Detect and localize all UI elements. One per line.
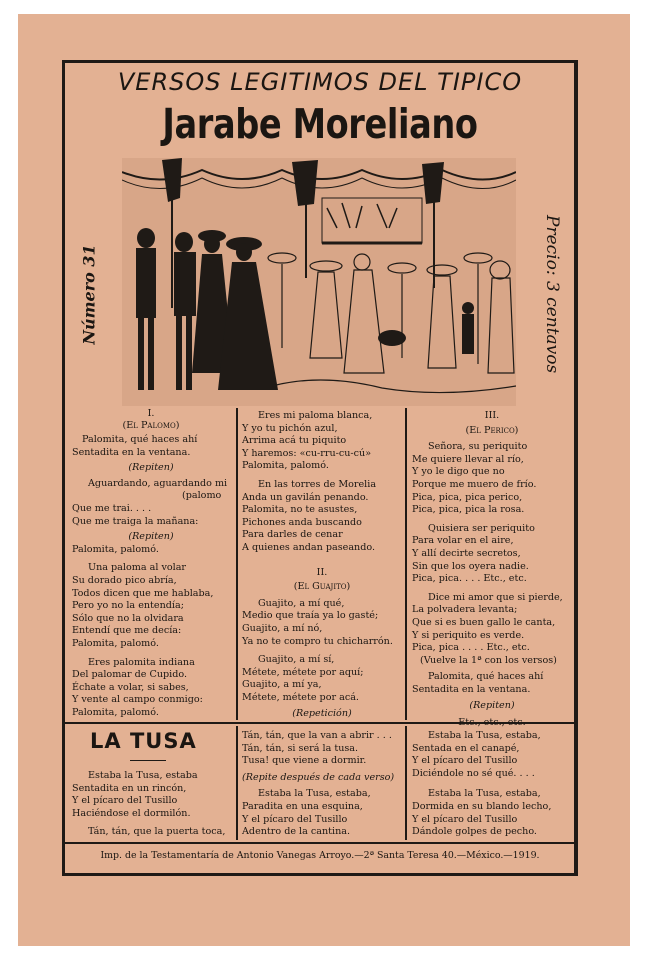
tusa-column-3: Estaba la Tusa, estaba, Sentada en el canapé, Y el pícaro del Tusillo Diciéndole no sé qué. . . . Estaba la Tusa, estaba, Dormida en su blando lecho, Y el pícaro del Tusillo Dándole golpes de pecho.	[412, 730, 552, 838]
column-divider	[236, 408, 238, 720]
verse-column-1: I. (El Palomo) Palomita, qué haces ahí Sentadita en la ventana. (Repiten) Aguardando, aguardando mi (palomo Que me trai. . . . Que me traiga la mañana: (Repiten) Palomita, palomó. Una paloma al volar Su dorado pico abría, Todos dicen que me hablaba, Pero yo no la entendía; Sólo que no la olvidara Entendí que me decía: Palomita, palomó. Eres palomita indiana Del palomar de Cupido. Échate a volar, si sabes, Y vente al campo conmigo: Palomita, palomó.	[72, 408, 228, 718]
column-divider	[405, 726, 407, 840]
printer-imprint: Imp. de la Testamentaría de Antonio Vanegas Arroyo.—2ª Santa Teresa 40.—México.—1919.	[100, 850, 540, 861]
page-title: Jarabe Moreliano	[162, 100, 478, 148]
column-divider	[405, 408, 407, 720]
tusa-column-1: Estaba la Tusa, estaba Sentadita en un rincón, Y el pícaro del Tusillo Haciéndose el dormilón. Tán, tán, que la puerta toca,	[72, 770, 226, 838]
footer-divider	[64, 842, 576, 844]
tusa-title-underline	[130, 760, 166, 761]
verse-column-2: Eres mi paloma blanca, Y yo tu pichón azul, Arrima acá tu piquito Y haremos: «cu-rru-cu-cú» Palomita, palomó. En las torres de Morelia Anda un gavilán penando. Palomita, no te asustes, Pichones anda buscando Para darles de cenar A quienes andan paseando. II. (El Guajito) Guajito, a mí qué, Medio que traía ya lo gasté; Guajito, a mí nó, Ya no te compro tu chicharrón. Guajito, a mí sí, Métete, métete por aquí; Guajito, a mí ya, Métete, métete por acá. (Repetición)	[242, 410, 393, 720]
tusa-column-2: Tán, tán, que la van a abrir . . . Tán, tán, si será la tusa. Tusa! que viene a dormir. (Repite después de cada verso) Estaba la Tusa, estaba, Paradita en una esquina, Y el pícaro del Tusillo Adentro de la cantina.	[242, 730, 395, 838]
issue-number: Número 31	[79, 244, 99, 345]
tusa-title: LA TUSA	[90, 729, 197, 753]
engraving-illustration	[122, 158, 516, 406]
subtitle: VERSOS LEGITIMOS DEL TIPICO	[117, 68, 523, 96]
verse-column-3: III. (El Perico) Señora, su periquito Me quiere llevar al río, Y yo le digo que no Porque me muero de frío. Pica, pica, pica perico, Pica, pica, pica la rosa. Quisiera ser periquito Para volar en el aire, Y allí decirte secretos, Sin que los oyera nadie. Pica, pica. . . . Etc., etc. Dice mi amor que si pierde, La polvadera levanta; Que si es buen gallo le canta, Y si periquito es verde. Pica, pica . . . . Etc., etc. (Vuelve la 1ª con los versos) Palomita, qué haces ahí Sentadita en la ventana. (Repiten) Etc., etc., etc.	[412, 410, 563, 729]
column-divider	[236, 726, 238, 840]
price-label: Precio: 3 centavos	[542, 215, 562, 374]
